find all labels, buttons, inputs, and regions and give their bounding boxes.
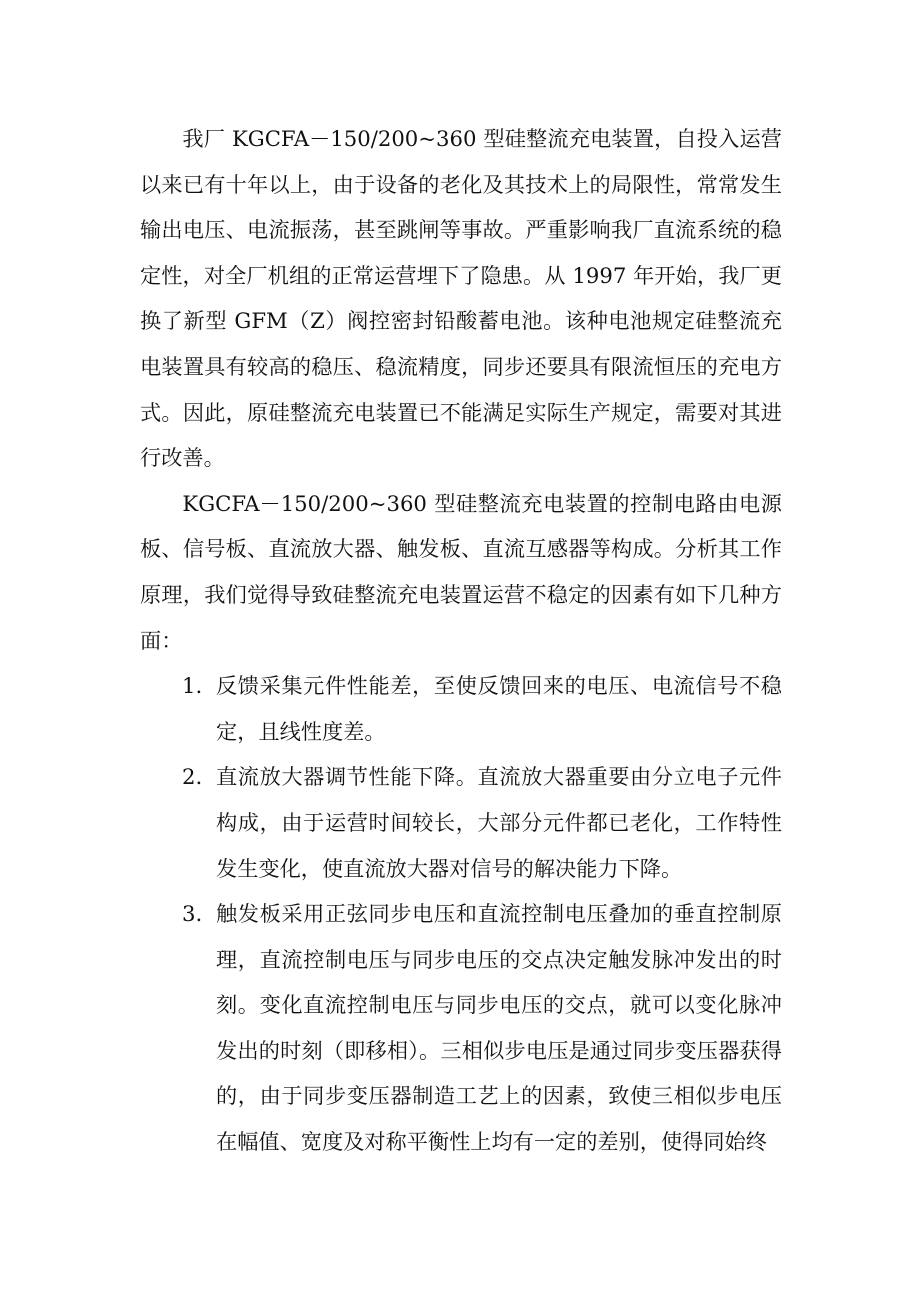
list-item-number: 2. [182, 764, 203, 790]
list-item [140, 891, 782, 1165]
list-item-text: 触发板采用正弦同步电压和直流控制电压叠加的垂直控制原理，直流控制电压与同步电压的交点决定触发脉冲发出的时刻。变化直流控制电压与同步电压的交点，就可以变化脉冲发出的时刻（即移相）。三相似步电压是通过同步变压器获得的，由于同步变压器制造工艺上的因素，致使三相似步电压在幅值、宽度及对称平衡性上均有一定的差别，使得同始终 [216, 901, 782, 1155]
cause-list [140, 663, 782, 1165]
list-item [140, 663, 782, 754]
paragraph-analysis: KGCFA－150/200~360 型硅整流充电装置的控制电路由电源板、信号板、直流放大器、触发板、直流互感器等构成。分析其工作原理，我们觉得导致硅整流充电装置运营不稳定的因素有如下几种方面： [140, 490, 782, 653]
document-body [140, 116, 782, 1165]
list-item-text: 直流放大器调节性能下降。直流放大器重要由分立电子元件构成，由于运营时间较长，大部分元件都已老化，工作特性发生变化，使直流放大器对信号的解决能力下降。 [216, 764, 782, 881]
paragraph-intro: 我厂 KGCFA－150/200~360 型硅整流充电装置，自投入运营以来已有十年以上，由于设备的老化及其技术上的局限性，常常发生输出电压、电流振荡，甚至跳闸等事故。严重影响我厂直流系统的稳定性，对全厂机组的正常运营埋下了隐患。从 1997 年开始，我厂更换了新型 GFM（Z）阀控密封铅酸蓄电池。该种电池规定硅整流充电装置具有较高的稳压、稳流精度，同步还要具有限流恒压的充电方式。因此，原硅整流充电装置已不能满足实际生产规定，需要对其进行改善。 [140, 126, 782, 471]
list-item-text: 反馈采集元件性能差，至使反馈回来的电压、电流信号不稳定，且线性度差。 [216, 673, 782, 744]
list-item-number: 1. [182, 673, 203, 699]
list-item [140, 754, 782, 891]
list-item-number: 3. [182, 901, 203, 927]
